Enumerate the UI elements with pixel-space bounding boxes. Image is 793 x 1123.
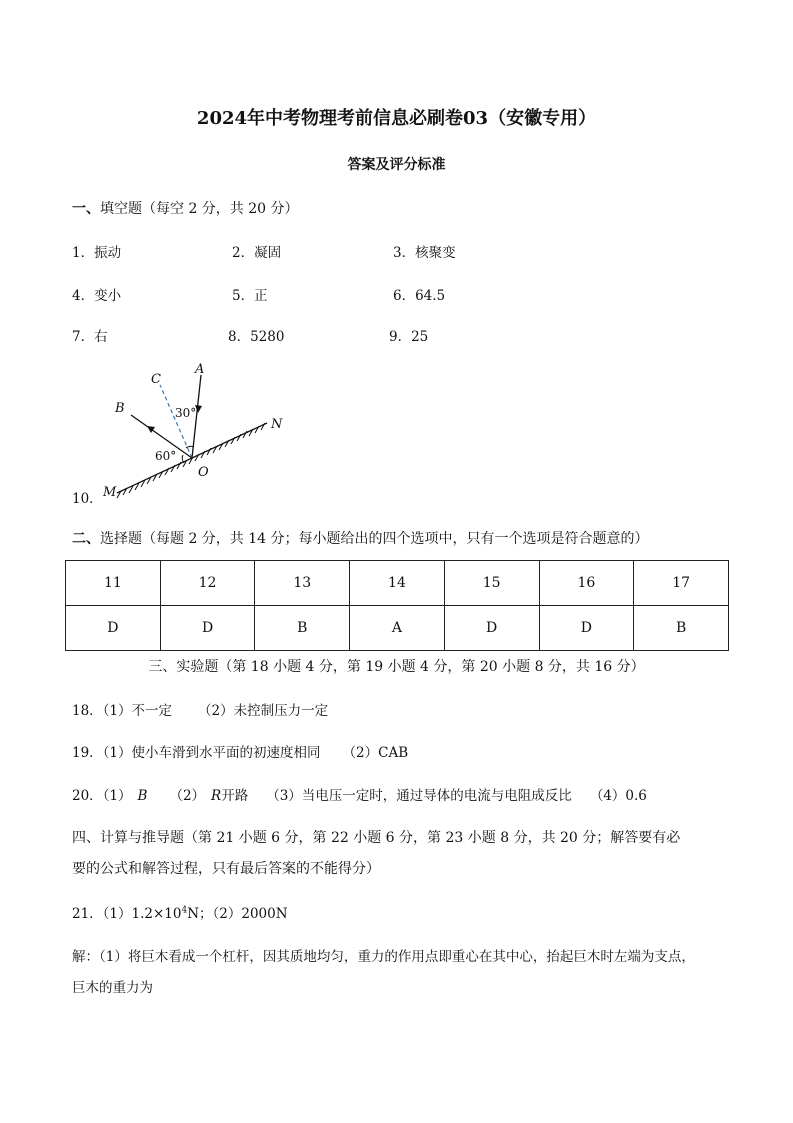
label-angle-30: 30° xyxy=(175,406,197,420)
answer-21 xyxy=(72,902,288,922)
answer-2: 2．凝固 xyxy=(232,245,282,261)
section1-heading xyxy=(72,198,299,218)
answer-18 xyxy=(72,699,328,719)
answer-table xyxy=(65,560,729,651)
answer-21-exponent: 4 xyxy=(181,905,188,916)
reflection-diagram xyxy=(95,355,295,505)
answer-20-part2-text: 开路 xyxy=(221,788,249,804)
table-cell: 17 xyxy=(634,561,729,606)
answer-20-part2-var: R xyxy=(211,788,222,804)
table-row-questions xyxy=(66,561,729,606)
answer-18-part2: （2）未控制压力一定 xyxy=(198,703,329,719)
answer-7: 7．右 xyxy=(72,329,108,345)
answer-5: 5．正 xyxy=(232,288,268,304)
table-cell: D xyxy=(444,606,539,651)
section4-heading-line1: 四、计算与推导题（第 21 小题 6 分，第 22 小题 6 分，第 23 小题 8 分，共 20 分；解答要有必 xyxy=(72,830,681,846)
label-angle-60: 60° xyxy=(155,449,177,463)
answer-20-part4: （4）0.6 xyxy=(589,788,647,804)
label-O: O xyxy=(198,465,209,480)
table-cell: D xyxy=(160,606,255,651)
table-cell: 13 xyxy=(255,561,350,606)
answer-21-part2: N；（2）2000N xyxy=(187,906,288,922)
section4-heading-line2: 要的公式和解答过程，只有最后答案的不能得分） xyxy=(72,861,380,877)
answer-18-number: 18． xyxy=(72,703,103,719)
answer-3: 3．核聚变 xyxy=(393,245,456,261)
answer-20-part2-prefix: （2） xyxy=(169,788,206,804)
label-M: M xyxy=(103,485,117,500)
answer-19-part2: （2）CAB xyxy=(342,745,409,761)
page-title: 2024年中考物理考前信息必刷卷03（安徽专用） xyxy=(196,108,597,129)
label-N: N xyxy=(271,417,283,432)
table-cell: 16 xyxy=(539,561,634,606)
answer-20-part3: （3）当电压一定时，通过导体的电流与电阻成反比 xyxy=(266,788,572,804)
section3-heading: 三、实验题（第 18 小题 4 分，第 19 小题 4 分，第 20 小题 8 分，共 16 分） xyxy=(148,659,645,675)
label-B: B xyxy=(115,401,125,416)
answer-21-part1: 21．（1）1.2×10 xyxy=(72,906,182,922)
table-cell: 11 xyxy=(66,561,161,606)
answer-10-number: 10． xyxy=(72,491,103,507)
solution-line-2: 巨木的重力为 xyxy=(72,980,153,996)
table-row-answers xyxy=(66,606,729,651)
reflected-arrow xyxy=(147,426,155,433)
answer-4: 4．变小 xyxy=(72,288,122,304)
answer-20-part1-prefix: （1） xyxy=(102,788,132,804)
answer-18-part1: （1）不一定 xyxy=(102,703,173,719)
answer-6: 6．64.5 xyxy=(393,288,446,304)
answer-19-part1: （1）使小车滑到水平面的初速度相同 xyxy=(102,745,321,761)
table-cell: A xyxy=(350,606,445,651)
answer-19-number: 19． xyxy=(72,745,103,761)
label-C: C xyxy=(151,372,161,387)
answer-1: 1．振动 xyxy=(72,245,122,261)
section2-heading xyxy=(72,528,649,548)
table-cell: D xyxy=(539,606,634,651)
section2-heading-text: 选择题（每题 2 分，共 14 分；每小题给出的四个选项中，只有一个选项是符合题意的） xyxy=(100,531,649,547)
label-A: A xyxy=(195,362,205,377)
answer-19 xyxy=(72,741,408,761)
table-cell: B xyxy=(634,606,729,651)
table-cell: D xyxy=(66,606,161,651)
solution-line-1: 解：（1）将巨木看成一个杠杆，因其质地均匀，重力的作用点即重心在其中心，抬起巨木时左端为支点， xyxy=(72,949,695,965)
table-cell: 14 xyxy=(350,561,445,606)
answer-9: 9．25 xyxy=(389,329,429,345)
page-subtitle: 答案及评分标准 xyxy=(347,157,446,173)
answer-8: 8．5280 xyxy=(228,329,285,345)
answer-20-number: 20． xyxy=(72,788,103,804)
table-cell: B xyxy=(255,606,350,651)
table-cell: 12 xyxy=(160,561,255,606)
section2-number: 二、 xyxy=(72,531,100,547)
answer-20-part1-var: B xyxy=(137,788,148,804)
answer-20 xyxy=(72,784,647,804)
section1-heading-text: 填空题（每空 2 分，共 20 分） xyxy=(100,201,299,217)
table-cell: 15 xyxy=(444,561,539,606)
section1-number: 一、 xyxy=(72,201,100,217)
